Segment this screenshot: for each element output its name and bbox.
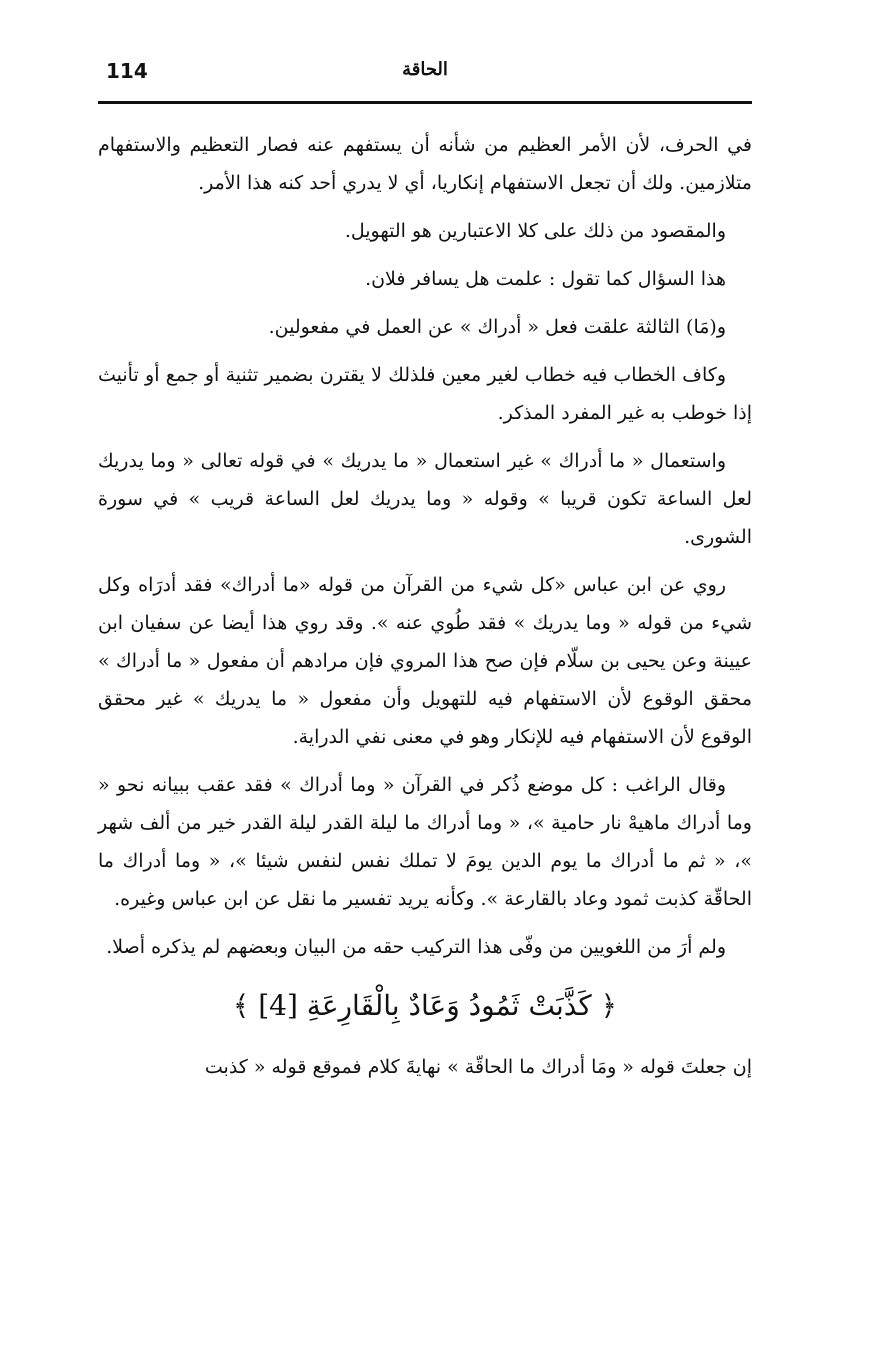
paragraph: واستعمال « ما أدراك » غير استعمال « ما يدريك » في قوله تعالى « وما يدريك لعل الساعة تكون قريبا » وقوله « وما يدريك لعل الساعة قريب » في سورة الشورى. — [98, 450, 752, 548]
header-rule — [98, 101, 752, 104]
paragraph: في الحرف، لأن الأمر العظيم من شأنه أن يستفهم عنه فصار التعظيم والاستفهام متلازمين. ولك أن تجعل الاستفهام إنكاريا، أي لا يدري أحد كنه هذا الأمر. — [98, 134, 752, 194]
paragraph: و(مَا) الثالثة علقت فعل « أدراك » عن العمل في مفعولين. — [268, 316, 726, 338]
page-header — [98, 55, 752, 97]
running-title: الحاقة — [402, 59, 448, 80]
paragraph: وقال الراغب : كل موضع ذُكر في القرآن « وما أدراك » فقد عقب ببيانه نحو « وما أدراك ماهيهْ نار حامية »، « وما أدراك ما ليلة القدر ليلة القدر خير من ألف شهر »، « ثم ما أدراك ما يوم الدين يومَ لا تملك نفس لنفس شيئا »، « وما أدراك ما الحاقّة كذبت ثمود وعاد بالقارعة ». وكأنه يريد تفسير ما نقل عن ابن عباس وغيره. — [98, 774, 752, 910]
paragraph: هذا السؤال كما تقول : علمت هل يسافر فلان. — [365, 268, 726, 290]
paragraph: والمقصود من ذلك على كلا الاعتبارين هو التهويل. — [344, 220, 726, 242]
paragraph: ولم أرَ من اللغويين من وفّى هذا التركيب حقه من البيان وبعضهم لم يذكره أصلا. — [106, 936, 726, 958]
paragraph: إن جعلتَ قوله « ومَا أدراك ما الحاقّة » نهايةَ كلام فموقع قوله « كذبت — [204, 1056, 752, 1078]
paragraph: روي عن ابن عباس «كل شيء من القرآن من قوله «ما أدراك» فقد أدرَاه وكل شيء من قوله « وما يدريك » فقد طُوي عنه ». وقد روي هذا أيضا عن سفيان ابن عيينة وعن يحيى بن سلّام فإن صح هذا المروي فإن مرادهم أن مفعول « ما أدراك » محقق الوقوع لأن الاستفهام فيه للتهويل وأن مفعول « ما يدريك » غير محقق الوقوع لأن الاستفهام فيه للإنكار وهو في معنى نفي الدراية. — [98, 574, 752, 748]
page-number: 114 — [106, 59, 148, 83]
paragraph: وكاف الخطاب فيه خطاب لغير معين فلذلك لا يقترن بضمير تثنية أو جمع أو تأنيث إذا خوطب به غير المفرد المذكر. — [98, 364, 752, 424]
body-text — [98, 126, 752, 1096]
quran-verse: ﴿ كَذَّبَتْ ثَمُودُ وَعَادٌ بِالْقَارِعَةِ [4] ﴾ — [232, 989, 618, 1022]
